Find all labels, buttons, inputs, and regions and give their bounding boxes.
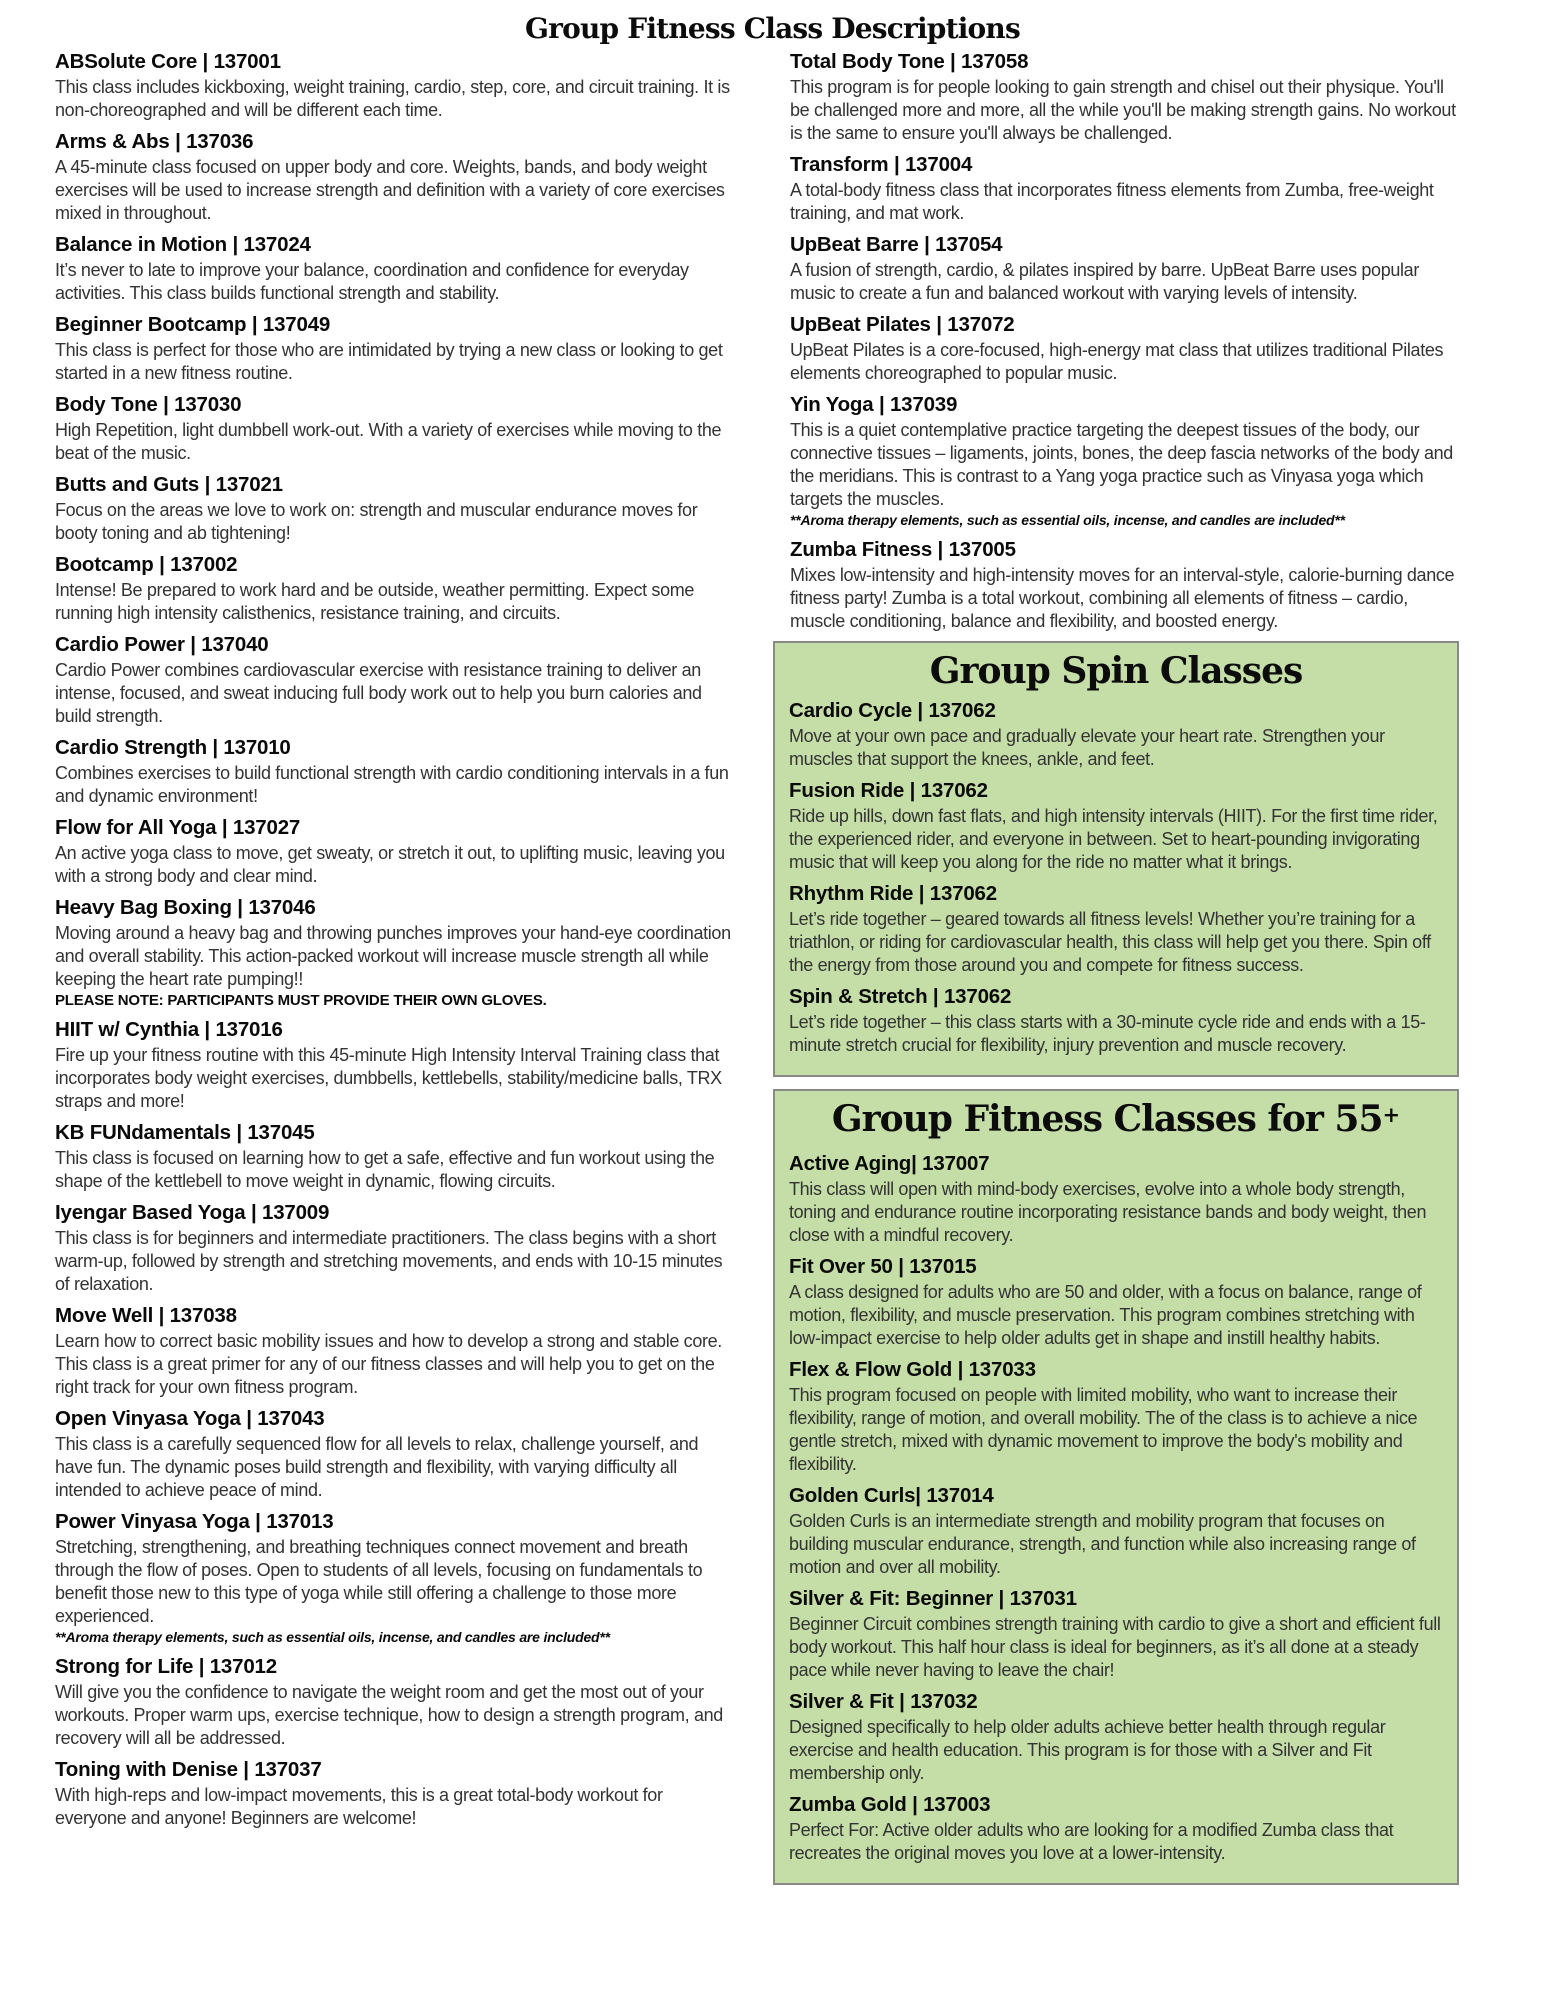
- class-title: KB FUNdamentals | 137045: [55, 1121, 315, 1144]
- class-description: Ride up hills, down fast flats, and high intensity intervals (HIIT). For the first time rider, the experienced rider, and everyone in between. Set to heart-pounding invigorating music that will keep you along for the ride no matter what it brings.: [789, 806, 1438, 872]
- class-entry: [789, 985, 1443, 1057]
- class-entry: [55, 896, 733, 1010]
- class-title: Yin Yoga | 137039: [790, 393, 958, 416]
- class-description: Move at your own pace and gradually elevate your heart rate. Strengthen your muscles that support the knees, ankle, and feet.: [789, 726, 1385, 769]
- class-description: This program is for people looking to gain strength and chisel out their physique. You'll be challenged more and more, all the while you'll be making strength gains. No workout is the same to ensure you'll always be challenged.: [790, 77, 1456, 143]
- class-title: Iyengar Based Yoga | 137009: [55, 1201, 330, 1224]
- class-entry: [55, 313, 733, 385]
- class-description: This class is for beginners and intermediate practitioners. The class begins with a short warm-up, followed by strength and stretching movements, and ends with 10-15 minutes of relaxation.: [55, 1228, 723, 1294]
- right-column-classes: [790, 50, 1462, 633]
- class-title: Golden Curls| 137014: [789, 1484, 994, 1507]
- class-description: Will give you the confidence to navigate the weight room and get the most out of your workouts. Proper warm ups, exercise technique, how to design a strength program, and recovery will all be addressed.: [55, 1682, 723, 1748]
- class-entry: [55, 393, 733, 465]
- class-description: This class is a carefully sequenced flow for all levels to relax, challenge yourself, and have fun. The dynamic poses build strength and flexibility, with varying difficulty all intended to achieve peace of mind.: [55, 1434, 699, 1500]
- class-entry: [789, 779, 1443, 874]
- class-entry: [55, 50, 733, 122]
- class-description: Moving around a heavy bag and throwing punches improves your hand-eye coordination and overall stability. This action-packed workout will increase muscle strength all while keeping the heart rate pumping!!: [55, 923, 731, 989]
- class-title: Transform | 137004: [790, 153, 973, 176]
- right-column: [790, 50, 1462, 1897]
- class-description: A class designed for adults who are 50 and older, with a focus on balance, range of motion, flexibility, and muscle preservation. This program combines stretching with low-impact exercise to help older adults get in shape and instill healthy habits.: [789, 1282, 1422, 1348]
- group-spin-classes-box: [773, 641, 1459, 1077]
- class-entry: [55, 736, 733, 808]
- class-entry: [55, 553, 733, 625]
- class-description: This class is perfect for those who are intimidated by trying a new class or looking to get started in a new fitness routine.: [55, 340, 723, 383]
- class-entry: [790, 393, 1462, 530]
- class-title: Bootcamp | 137002: [55, 553, 238, 576]
- class-entry: [55, 1018, 733, 1113]
- class-title: Beginner Bootcamp | 137049: [55, 313, 331, 336]
- class-description: This class is focused on learning how to get a safe, effective and fun workout using the shape of the kettlebell to move weight in dynamic, flowing circuits.: [55, 1148, 715, 1191]
- class-title: Butts and Guts | 137021: [55, 473, 283, 496]
- group-fitness-55-box: [773, 1089, 1459, 1885]
- class-title: Zumba Gold | 137003: [789, 1793, 991, 1816]
- class-entry: [789, 1484, 1443, 1579]
- class-entry: [790, 538, 1462, 633]
- class-entry: [789, 1690, 1443, 1785]
- class-title: Rhythm Ride | 137062: [789, 882, 997, 905]
- class-entry: [790, 233, 1462, 305]
- class-description: A 45-minute class focused on upper body and core. Weights, bands, and body weight exercises will be used to increase strength and definition with a variety of core exercises mixed in throughout.: [55, 157, 725, 223]
- class-description: It’s never to late to improve your balance, coordination and confidence for everyday activities. This class builds functional strength and stability.: [55, 260, 689, 303]
- class-description: Perfect For: Active older adults who are looking for a modified Zumba class that recreates the original moves you love at a lower-intensity.: [789, 1820, 1394, 1863]
- class-title: Spin & Stretch | 137062: [789, 985, 1012, 1008]
- class-entry: [790, 313, 1462, 385]
- class-entry: [55, 233, 733, 305]
- class-entry: [790, 50, 1462, 145]
- class-entry: [55, 816, 733, 888]
- class-description: Focus on the areas we love to work on: strength and muscular endurance moves for booty toning and ab tightening!: [55, 500, 698, 543]
- class-description: A fusion of strength, cardio, & pilates inspired by barre. UpBeat Barre uses popular music to create a fun and balanced workout with varying levels of intensity.: [790, 260, 1419, 303]
- class-description: Let’s ride together – this class starts with a 30-minute cycle ride and ends with a 15-minute stretch crucial for flexibility, injury prevention and muscle recovery.: [789, 1012, 1426, 1055]
- class-title: Flex & Flow Gold | 137033: [789, 1358, 1036, 1381]
- class-entry: [789, 1793, 1443, 1865]
- class-description: Beginner Circuit combines strength training with cardio to give a short and efficient full body workout. This half hour class is ideal for beginners, as it’s all done at a steady pace while never having to leave the chair!: [789, 1614, 1441, 1680]
- class-note: **Aroma therapy elements, such as essential oils, incense, and candles are included**: [790, 512, 1345, 528]
- class-title: UpBeat Pilates | 137072: [790, 313, 1015, 336]
- class-entry: [55, 1304, 733, 1399]
- class-entry: [55, 1201, 733, 1296]
- class-note: PLEASE NOTE: PARTICIPANTS MUST PROVIDE THEIR OWN GLOVES.: [55, 992, 547, 1009]
- class-title: HIIT w/ Cynthia | 137016: [55, 1018, 283, 1041]
- class-entry: [789, 1358, 1443, 1476]
- class-title: Arms & Abs | 137036: [55, 130, 254, 153]
- class-title: Fusion Ride | 137062: [789, 779, 988, 802]
- spin-box-classes: [789, 699, 1443, 1057]
- class-title: Total Body Tone | 137058: [790, 50, 1029, 73]
- class-description: An active yoga class to move, get sweaty, or stretch it out, to uplifting music, leaving you with a strong body and clear mind.: [55, 843, 725, 886]
- senior-box-classes: [789, 1152, 1443, 1865]
- class-title: Active Aging| 137007: [789, 1152, 990, 1175]
- class-description: Mixes low-intensity and high-intensity moves for an interval-style, calorie-burning dance fitness party! Zumba is a total workout, combining all elements of fitness – cardio, muscle conditioning, balance and flexibility, and boosted energy.: [790, 565, 1455, 631]
- class-title: Fit Over 50 | 137015: [789, 1255, 977, 1278]
- class-entry: [789, 882, 1443, 977]
- class-entry: [55, 1758, 733, 1830]
- class-description: A total-body fitness class that incorporates fitness elements from Zumba, free-weight training, and mat work.: [790, 180, 1434, 223]
- senior-box-title-plus: +: [1382, 1102, 1401, 1127]
- class-description: This is a quiet contemplative practice targeting the deepest tissues of the body, our connective tissues – ligaments, joints, bones, the deep fascia networks of the body and the meridians. This is contrast to a Yang yoga practice such as Vinyasa yoga which targets the muscles.: [790, 420, 1453, 509]
- class-title: Open Vinyasa Yoga | 137043: [55, 1407, 325, 1430]
- class-entry: [789, 1152, 1443, 1247]
- class-entry: [789, 1587, 1443, 1682]
- class-description: Cardio Power combines cardiovascular exercise with resistance training to deliver an intense, focused, and sweat inducing full body work out to help you burn calories and build strength.: [55, 660, 702, 726]
- class-entry: [789, 699, 1443, 771]
- class-description: Learn how to correct basic mobility issues and how to develop a strong and stable core. This class is a great primer for any of our fitness classes and will help you to get on the right track for your own fitness program.: [55, 1331, 722, 1397]
- class-description: Stretching, strengthening, and breathing techniques connect movement and breath through the flow of poses. Open to students of all levels, focusing on fundamentals to benefit those new to this type of yoga while still offering a challenge to those more experienced.: [55, 1537, 703, 1626]
- class-description: Intense! Be prepared to work hard and be outside, weather permitting. Expect some running high intensity calisthenics, resistance training, and circuits.: [55, 580, 695, 623]
- class-description: This class will open with mind-body exercises, evolve into a whole body strength, toning and endurance routine incorporating resistance bands and body weight, then close with a mindful recovery.: [789, 1179, 1427, 1245]
- class-description: This class includes kickboxing, weight training, cardio, step, core, and circuit training. It is non-choreographed and will be different each time.: [55, 77, 730, 120]
- class-entry: [790, 153, 1462, 225]
- spin-box-title: Group Spin Classes: [929, 650, 1303, 692]
- left-column: [55, 50, 733, 1838]
- class-title: Cardio Cycle | 137062: [789, 699, 996, 722]
- class-title: Silver & Fit | 137032: [789, 1690, 978, 1713]
- class-entry: [55, 130, 733, 225]
- class-title: Body Tone | 137030: [55, 393, 242, 416]
- class-description: Let’s ride together – geared towards all fitness levels! Whether you’re training for a triathlon, or riding for cardiovascular health, this class will help get you there. Spin off the energy from those around you and compete for fitness success.: [789, 909, 1431, 975]
- class-title: Flow for All Yoga | 137027: [55, 816, 301, 839]
- class-description: High Repetition, light dumbbell work-out. With a variety of exercises while moving to the beat of the music.: [55, 420, 722, 463]
- class-note: **Aroma therapy elements, such as essential oils, incense, and candles are included**: [55, 1629, 610, 1645]
- class-entry: [55, 1655, 733, 1750]
- class-title: Power Vinyasa Yoga | 137013: [55, 1510, 334, 1533]
- senior-box-title-text: Group Fitness Classes for 55: [831, 1098, 1383, 1140]
- class-title: Toning with Denise | 137037: [55, 1758, 322, 1781]
- class-title: Zumba Fitness | 137005: [790, 538, 1016, 561]
- class-entry: [789, 1255, 1443, 1350]
- class-entry: [55, 1510, 733, 1647]
- class-entry: [55, 473, 733, 545]
- class-title: Balance in Motion | 137024: [55, 233, 311, 256]
- page-title: Group Fitness Class Descriptions: [525, 12, 1020, 45]
- class-description: With high-reps and low-impact movements, this is a great total-body workout for everyone and anyone! Beginners are welcome!: [55, 1785, 663, 1828]
- class-description: This program focused on people with limited mobility, who want to increase their flexibility, range of motion, and overall mobility. The of the class is to achieve a nice gentle stretch, mixed with dynamic movement to improve the body's mobility and flexibility.: [789, 1385, 1418, 1474]
- class-description: Fire up your fitness routine with this 45-minute High Intensity Interval Training class that incorporates body weight exercises, dumbbells, kettlebells, stability/medicine balls, TRX straps and more!: [55, 1045, 722, 1111]
- class-title: Cardio Power | 137040: [55, 633, 269, 656]
- class-entry: [55, 1121, 733, 1193]
- class-entry: [55, 633, 733, 728]
- class-description: Combines exercises to build functional strength with cardio conditioning intervals in a fun and dynamic environment!: [55, 763, 729, 806]
- class-title: Strong for Life | 137012: [55, 1655, 277, 1678]
- class-description: Designed specifically to help older adults achieve better health through regular exercise and health education. This program is for those with a Silver and Fit membership only.: [789, 1717, 1386, 1783]
- class-title: Silver & Fit: Beginner | 137031: [789, 1587, 1077, 1610]
- senior-box-title: [789, 1097, 1443, 1146]
- class-title: Heavy Bag Boxing | 137046: [55, 896, 316, 919]
- class-title: Cardio Strength | 137010: [55, 736, 291, 759]
- class-title: Move Well | 137038: [55, 1304, 237, 1327]
- class-entry: [55, 1407, 733, 1502]
- class-description: Golden Curls is an intermediate strength and mobility program that focuses on building muscular endurance, strength, and function while also increasing range of motion and over all mobility.: [789, 1511, 1416, 1577]
- class-description: UpBeat Pilates is a core-focused, high-energy mat class that utilizes traditional Pilates elements choreographed to popular music.: [790, 340, 1444, 383]
- class-title: UpBeat Barre | 137054: [790, 233, 1003, 256]
- class-title: ABSolute Core | 137001: [55, 50, 281, 73]
